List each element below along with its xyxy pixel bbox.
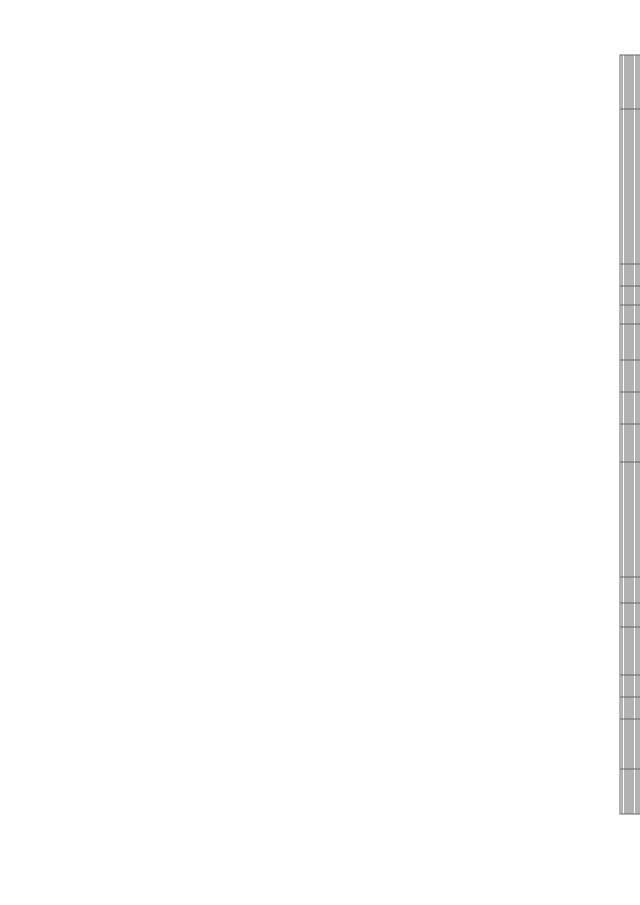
- residential-area-cell: [623, 392, 625, 424]
- work-type-cell: [620, 462, 622, 577]
- column-number: [636, 55, 638, 109]
- table-row: [631, 55, 633, 814]
- residents-cell: [625, 424, 627, 462]
- total-area-cell: [627, 360, 629, 392]
- volume-cell: [623, 603, 625, 627]
- row-number: [620, 55, 622, 109]
- planned-year-cell: [620, 675, 622, 697]
- completion-year-cell: [631, 697, 633, 719]
- specific-cost-cell: [631, 719, 633, 769]
- limit-cost-cell: [631, 769, 633, 814]
- wall-material-cell: [627, 324, 629, 360]
- address-cell: [620, 109, 622, 264]
- rotated-table-area: [1, 55, 640, 905]
- entrances-cell: [629, 305, 631, 324]
- floors-cell: [625, 286, 627, 305]
- address-cell: [631, 109, 633, 264]
- limit-cost-cell: [629, 769, 631, 814]
- completion-year-cell: [625, 697, 627, 719]
- column-number: [636, 286, 638, 305]
- wall-material-cell: [633, 324, 635, 360]
- column-number: [636, 769, 638, 814]
- column-number: [636, 264, 638, 286]
- volume-cell: [627, 603, 629, 627]
- unit-cell: [625, 577, 627, 603]
- year-cell: [620, 264, 622, 286]
- column-number-row: [636, 55, 638, 814]
- wall-material-cell: [629, 324, 631, 360]
- floors-cell: [629, 286, 631, 305]
- column-number: [636, 697, 638, 719]
- year-cell: [629, 264, 631, 286]
- work-type-cell: [631, 462, 633, 577]
- residential-area-cell: [627, 392, 629, 424]
- total-area-cell: [623, 360, 625, 392]
- year-cell: [625, 264, 627, 286]
- address-cell: [633, 109, 635, 264]
- cost-cell: [623, 627, 625, 675]
- specific-cost-cell: [623, 719, 625, 769]
- column-number: [636, 577, 638, 603]
- row-number: [625, 55, 627, 109]
- cost-cell: [625, 627, 627, 675]
- column-number: [636, 360, 638, 392]
- volume-cell: [631, 603, 633, 627]
- entrances-cell: [620, 305, 622, 324]
- residential-area-cell: [625, 392, 627, 424]
- column-number: [636, 627, 638, 675]
- entrances-cell: [625, 305, 627, 324]
- unit-cell: [623, 577, 625, 603]
- column-number: [636, 424, 638, 462]
- planned-year-cell: [623, 675, 625, 697]
- work-type-cell: [629, 462, 631, 577]
- residential-area-cell: [633, 392, 635, 424]
- wall-material-cell: [623, 324, 625, 360]
- volume-cell: [633, 603, 635, 627]
- table-row: [623, 55, 625, 814]
- entrances-cell: [623, 305, 625, 324]
- limit-cost-cell: [627, 769, 629, 814]
- volume-cell: [620, 603, 622, 627]
- year-cell: [627, 264, 629, 286]
- planned-year-cell: [629, 675, 631, 697]
- planned-year-cell: [625, 675, 627, 697]
- residents-cell: [623, 424, 625, 462]
- floors-cell: [631, 286, 633, 305]
- row-number: [629, 55, 631, 109]
- total-area-cell: [631, 360, 633, 392]
- wall-material-cell: [625, 324, 627, 360]
- wall-material-cell: [620, 324, 622, 360]
- year-cell: [631, 264, 633, 286]
- specific-cost-cell: [627, 719, 629, 769]
- cost-cell: [629, 627, 631, 675]
- total-area-cell: [625, 360, 627, 392]
- entrances-cell: [633, 305, 635, 324]
- planned-year-cell: [633, 675, 635, 697]
- column-number: [636, 109, 638, 264]
- floors-cell: [623, 286, 625, 305]
- row-number: [627, 55, 629, 109]
- specific-cost-cell: [625, 719, 627, 769]
- volume-cell: [629, 603, 631, 627]
- column-number: [636, 305, 638, 324]
- total-area-cell: [633, 360, 635, 392]
- year-cell: [633, 264, 635, 286]
- completion-year-cell: [623, 697, 625, 719]
- unit-cell: [620, 577, 622, 603]
- total-area-cell: [620, 360, 622, 392]
- floors-cell: [620, 286, 622, 305]
- table-row: [627, 55, 629, 814]
- residents-cell: [633, 424, 635, 462]
- planned-year-cell: [627, 675, 629, 697]
- table-row: [629, 55, 631, 814]
- row-number: [633, 55, 635, 109]
- entrances-cell: [627, 305, 629, 324]
- unit-cell: [629, 577, 631, 603]
- cost-cell: [631, 627, 633, 675]
- cost-cell: [620, 627, 622, 675]
- residential-area-cell: [631, 392, 633, 424]
- address-cell: [627, 109, 629, 264]
- total-area-cell: [629, 360, 631, 392]
- entrances-cell: [631, 305, 633, 324]
- work-type-cell: [623, 462, 625, 577]
- residents-cell: [631, 424, 633, 462]
- unit-cell: [631, 577, 633, 603]
- address-cell: [623, 109, 625, 264]
- column-number: [636, 719, 638, 769]
- column-number: [636, 462, 638, 577]
- column-number: [636, 675, 638, 697]
- cost-cell: [627, 627, 629, 675]
- planned-year-cell: [631, 675, 633, 697]
- unit-cell: [627, 577, 629, 603]
- completion-year-cell: [620, 697, 622, 719]
- floors-cell: [633, 286, 635, 305]
- work-type-cell: [633, 462, 635, 577]
- volume-cell: [625, 603, 627, 627]
- wall-material-cell: [631, 324, 633, 360]
- housing-repair-table: [620, 55, 640, 815]
- table-row: [625, 55, 627, 814]
- address-cell: [629, 109, 631, 264]
- completion-year-cell: [633, 697, 635, 719]
- residents-cell: [629, 424, 631, 462]
- row-number: [631, 55, 633, 109]
- column-number: [636, 324, 638, 360]
- floors-cell: [627, 286, 629, 305]
- completion-year-cell: [629, 697, 631, 719]
- address-cell: [625, 109, 627, 264]
- residents-cell: [620, 424, 622, 462]
- work-type-cell: [627, 462, 629, 577]
- row-number: [623, 55, 625, 109]
- residents-cell: [627, 424, 629, 462]
- limit-cost-cell: [625, 769, 627, 814]
- table-row: [620, 55, 622, 814]
- specific-cost-cell: [620, 719, 622, 769]
- limit-cost-cell: [633, 769, 635, 814]
- column-number: [636, 392, 638, 424]
- specific-cost-cell: [629, 719, 631, 769]
- completion-year-cell: [627, 697, 629, 719]
- limit-cost-cell: [623, 769, 625, 814]
- cost-cell: [633, 627, 635, 675]
- residential-area-cell: [629, 392, 631, 424]
- specific-cost-cell: [633, 719, 635, 769]
- table-row: [633, 55, 635, 814]
- unit-cell: [633, 577, 635, 603]
- limit-cost-cell: [620, 769, 622, 814]
- column-number: [636, 603, 638, 627]
- year-cell: [623, 264, 625, 286]
- work-type-cell: [625, 462, 627, 577]
- residential-area-cell: [620, 392, 622, 424]
